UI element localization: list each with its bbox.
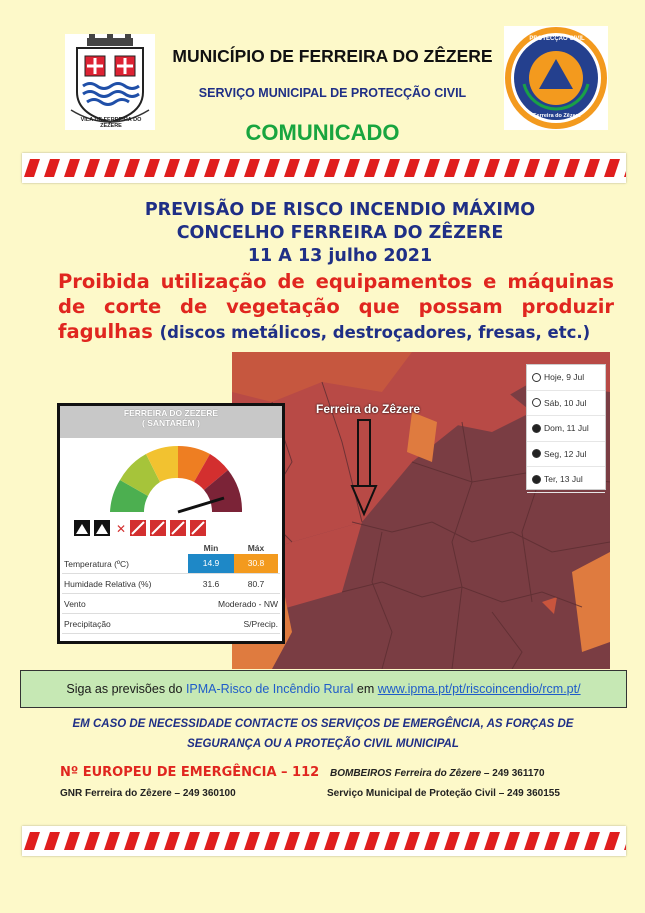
svg-text:✕: ✕ <box>116 522 127 536</box>
prohibition-examples: (discos metálicos, destroçadores, fresas, etc.) <box>159 323 591 342</box>
wind-value: Moderado - NW <box>218 598 278 609</box>
humidity-max: 80.7 <box>247 578 265 589</box>
bombeiros-name: BOMBEIROS Ferreira do Zêzere <box>330 768 482 779</box>
prohibition-red: Proibida utilização de equipamentos e máquinas de corte de vegetação que possam produzir fagulhas <box>58 270 614 343</box>
comunicado-heading: COMUNICADO <box>245 120 400 145</box>
emergency-line-2: SEGURANÇA OU A PROTEÇÃO CIVIL MUNICIPAL <box>187 738 459 750</box>
info-prefix: Siga as previsões do <box>66 682 183 696</box>
legend-item[interactable] <box>527 467 605 493</box>
service-title: SERVIÇO MUNICIPAL DE PROTECÇÃO CIVIL <box>198 86 467 100</box>
legend-item[interactable] <box>527 442 605 468</box>
european-emergency-number: Nº EUROPEU DE EMERGÊNCIA – 112 <box>60 765 320 780</box>
forecast-title-2: CONCELHO FERREIRA DO ZÊZERE <box>176 223 504 243</box>
info-dash: - <box>216 682 221 696</box>
bombeiros-number: – 249 361170 <box>481 768 545 779</box>
ipma-info-box <box>20 670 627 708</box>
table-row <box>62 554 280 574</box>
municipality-title: MUNICÍPIO DE FERREIRA DO ZÊZERE <box>172 46 493 66</box>
temp-max: 30.8 <box>234 554 278 573</box>
risk-link[interactable]: Risco de Incêndio Rural <box>220 682 354 696</box>
date-legend[interactable] <box>526 364 606 490</box>
table-row <box>62 614 280 634</box>
crest-caption: VILA DE FERREIRA DO ZÊZERE <box>80 117 142 129</box>
stripe-pattern <box>22 153 626 183</box>
col-min-header: Min <box>203 543 219 553</box>
radio-dot-icon <box>532 424 541 433</box>
radio-dot-icon <box>532 475 541 484</box>
table-row <box>62 594 280 614</box>
row-label: Humidade Relativa (%) <box>64 578 152 589</box>
info-mid: em <box>356 682 375 696</box>
ipma-link[interactable]: IPMA <box>185 682 217 696</box>
forecast-card <box>57 403 285 644</box>
card-header <box>60 406 282 438</box>
logo-text-top: PROTECÇÃO CIVIL <box>529 36 585 42</box>
col-max-header: Máx <box>247 543 265 553</box>
forecast-dates: 11 A 13 julho 2021 <box>247 246 433 266</box>
gnr-contact: GNR Ferreira do Zêzere – 249 360100 <box>60 788 236 799</box>
legend-label: Seg, 12 Jul <box>544 448 587 459</box>
bombeiros-contact <box>330 768 545 779</box>
radio-dot-icon <box>532 449 541 458</box>
map-place-label: Ferreira do Zêzere <box>316 402 421 416</box>
legend-item[interactable] <box>527 416 605 442</box>
card-district: ( SANTARÉM ) <box>142 418 200 428</box>
table-header <box>62 542 280 554</box>
legend-item[interactable] <box>527 391 605 417</box>
row-label: Precipitação <box>64 618 111 629</box>
legend-label: Hoje, 9 Jul <box>544 372 585 383</box>
forecast-table <box>62 542 280 634</box>
table-row <box>62 574 280 594</box>
stripe-pattern <box>22 826 626 856</box>
precip-value: S/Precip. <box>243 618 278 629</box>
risk-gauge <box>60 440 282 545</box>
smpc-contact: Serviço Municipal de Proteção Civil – 249 360155 <box>327 788 560 799</box>
legend-item[interactable] <box>527 365 605 391</box>
legend-label: Ter, 13 Jul <box>544 474 583 485</box>
legend-label: Sáb, 10 Jul <box>544 397 587 408</box>
emergency-line-1: EM CASO DE NECESSIDADE CONTACTE OS SERVIÇOS DE EMERGÊNCIA, AS FORÇAS DE <box>72 718 574 730</box>
temp-min: 14.9 <box>188 554 234 573</box>
municipal-crest <box>65 34 155 130</box>
radio-dot-icon <box>532 398 541 407</box>
row-label: Vento <box>64 598 86 609</box>
row-label: Temperatura (ºC) <box>64 558 129 569</box>
fire-activity-icons <box>74 520 206 536</box>
ipma-url-link[interactable]: www.ipma.pt/pt/riscoincendio/rcm.pt/ <box>377 682 581 696</box>
logo-text-bottom: Ferreira do Zêzere <box>533 113 581 119</box>
top-hazard-stripe <box>22 153 626 183</box>
humidity-min: 31.6 <box>202 578 220 589</box>
prohibition-text <box>58 269 614 345</box>
card-place: FERREIRA DO ZEZERE <box>123 408 219 418</box>
bottom-hazard-stripe <box>22 826 626 856</box>
legend-label: Dom, 11 Jul <box>544 423 589 434</box>
radio-dot-icon <box>532 373 541 382</box>
forecast-title-1: PREVISÃO DE RISCO INCENDIO MÁXIMO <box>144 200 536 220</box>
